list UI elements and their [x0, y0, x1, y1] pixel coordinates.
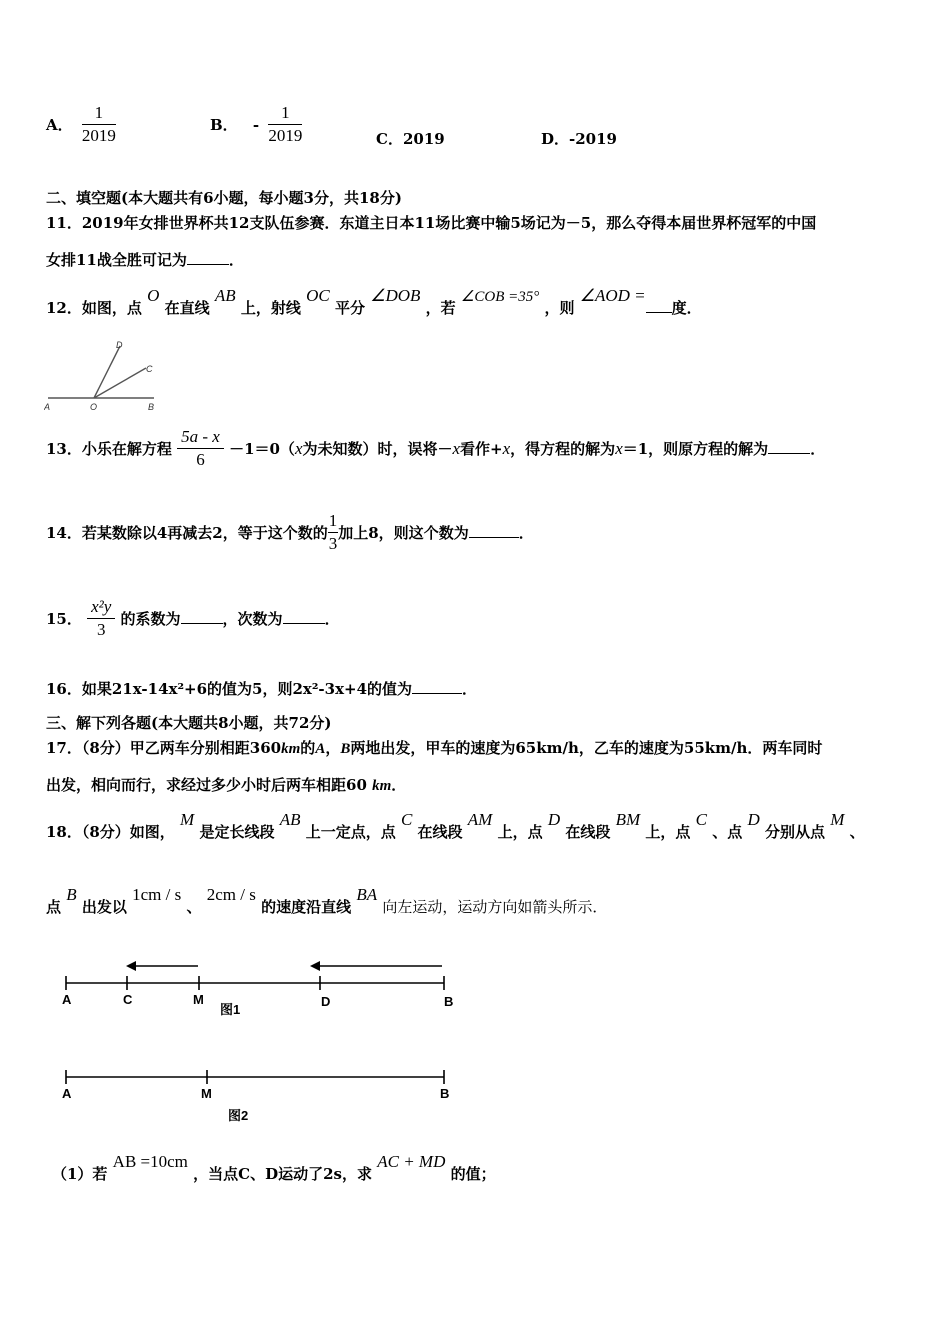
fraction: $\frac{1}{2019}$: [81, 103, 116, 145]
fig1-label-m: M: [193, 992, 204, 1007]
answer-blank: [469, 523, 519, 538]
question-15: 15． $\frac{\text{x²y}}{3}$ 的系数为 ，次数为 ．: [46, 597, 340, 639]
answer-blank: [181, 609, 223, 624]
fraction: $\frac{1}{3}$: [328, 511, 338, 553]
label-a: A: [44, 402, 51, 412]
label-o: O: [90, 402, 98, 412]
answer-blank: [768, 439, 810, 454]
question-13-text: －1＝0（x为未知数）时，误将－x看作+x，得方程的解为x＝1，则原方程的解为 ．: [229, 439, 826, 458]
angle-figure: [44, 338, 164, 416]
question-13: 13．小乐在解方程 $\frac{5a - x}{6}$ －1＝0（x为未知数）时，误将－x看作+x，得方程的解为x＝1，则原方程的解为 ．: [46, 427, 826, 469]
arrow-c-head: [126, 961, 136, 971]
answer-blank: [283, 609, 325, 624]
answer-blank: [646, 298, 672, 313]
label-d: D: [116, 340, 123, 350]
fig1-caption: 图1: [220, 1002, 241, 1017]
option-c: C．2019: [376, 130, 445, 148]
question-17-line1: 17．（8分）甲乙两车分别相距360km的A，B两地出发，甲车的速度为65km/h，乙车的速度为55km/h．两车同时: [46, 739, 823, 757]
question-16: 16．如果21x-14x²+6的值为5，则2x²-3x+4的值为 ．: [46, 680, 478, 698]
fig2-caption: 图2: [228, 1108, 249, 1123]
arrow-d-head: [310, 961, 320, 971]
figure-2: [56, 1062, 476, 1128]
section-heading: 三、解下列各题(本大题共8小题，共72分): [46, 714, 332, 732]
question-18-part1: （1）若 AB =10cm ，当点C、D运动了2s，求 AC + MD 的值；: [52, 1152, 496, 1183]
question-15-text: 的系数为 ，次数为 ．: [120, 610, 340, 628]
option-d: D．-2019: [541, 130, 617, 148]
fraction: $\frac{\text{x²y}}{3}$: [87, 596, 115, 641]
answer-blank: [412, 679, 462, 694]
answer-blank: [187, 250, 229, 265]
question-17-line2: 出发，相向而行，求经过多少小时后两车相距60 km．: [46, 776, 407, 794]
question-12: 12．如图，点 O 在直线 AB 上，射线 OC 平分 ∠DOB ，若 ∠COB =35° ，则 ∠AOD =度．: [46, 286, 702, 317]
fraction: $\frac{1}{2019}$: [268, 103, 303, 145]
fig2-label-a: A: [62, 1086, 72, 1101]
question-11-line2: 女排11战全胜可记为 ．: [46, 251, 244, 269]
label-b: B: [148, 402, 155, 412]
fig1-label-d: D: [321, 994, 331, 1009]
question-18-line1: 18．（8分）如图， M 是定长线段 AB 上一定点，点 C 在线段 AM 上，点 D 在线段 BM 上，点 C 、点 D 分别从点 M 、: [46, 810, 865, 841]
fig1-label-b: B: [444, 994, 454, 1009]
fig2-label-b: B: [440, 1086, 450, 1101]
question-14: 14．若某数除以4再减去2，等于这个数的 $\frac{1}{3}$ 加上8，则这个数为 ．: [46, 511, 534, 553]
option-b: B． - $\frac{1}{2019}$: [210, 103, 303, 145]
fig1-label-a: A: [62, 992, 72, 1007]
fig1-label-c: C: [123, 992, 133, 1007]
fig2-label-m: M: [201, 1086, 212, 1101]
question-11-line1: 11．2019年女排世界杯共12支队伍参赛．东道主日本11场比赛中输5场记为－5，那么夺得本届世界杯冠军的中国: [46, 214, 817, 232]
label-c: C: [146, 364, 153, 374]
question-14-text: 加上8，则这个数为 ．: [338, 524, 534, 542]
fraction: $\frac{5a - x}{6}$: [177, 426, 224, 471]
figure-1: [56, 956, 476, 1026]
question-18-line2: 点 B 出发以 1cm / s 、 2cm / s 的速度沿直线 BA 向左运动，运动方向如箭头所示．: [46, 885, 608, 916]
option-a: A． $\frac{1}{2019}$: [46, 103, 116, 145]
section-heading: 二、填空题(本大题共有6小题，每小题3分，共18分): [46, 189, 402, 207]
